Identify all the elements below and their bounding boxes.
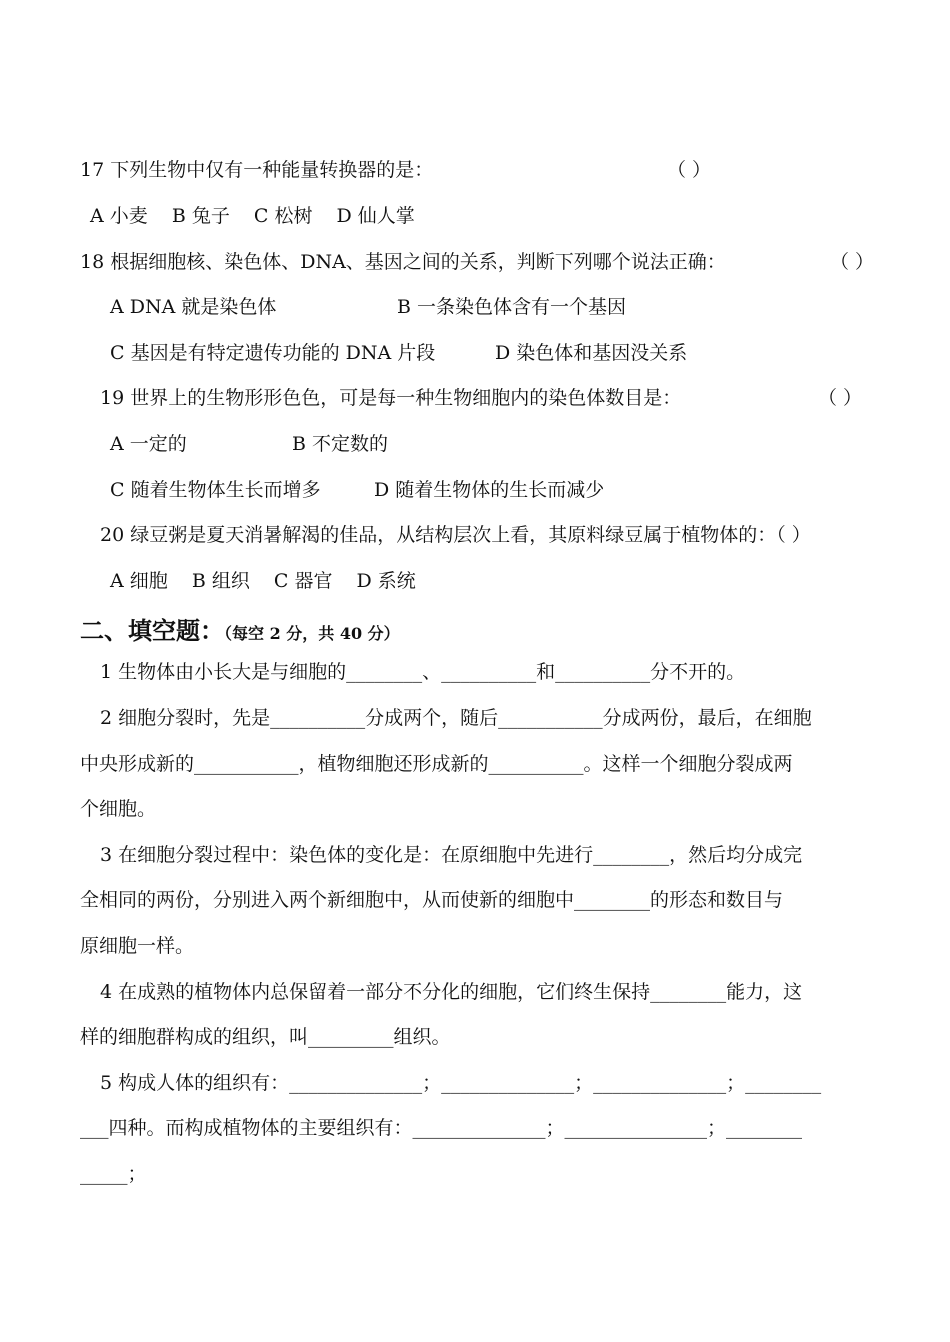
q18-option-d: D 染色体和基因没关系 [495, 342, 688, 364]
q19-stem: 19 世界上的生物形形色色，可是每一种生物细胞内的染色体数目是： [100, 387, 682, 409]
q17-option-a: A 小麦 [90, 205, 148, 227]
q17-option-c: C 松树 [253, 205, 313, 227]
q20-options [110, 569, 416, 593]
fill-q2-line2: 中央形成新的___________，植物细胞还形成新的__________。这样一个细胞分裂成两 [80, 753, 793, 775]
q20-stem: 20 绿豆粥是夏天消暑解渴的佳品，从结构层次上看，其原料绿豆属于植物体的：（ ） [100, 524, 811, 546]
fill-q1: 1 生物体由小长大是与细胞的________、__________和__________分不开的。 [100, 661, 746, 683]
q20-option-a: A 细胞 [110, 570, 168, 592]
fill-q4-line1: 4 在成熟的植物体内总保留着一部分不分化的细胞，它们终生保持________能力，这 [100, 981, 803, 1003]
q20-option-b: B 组织 [191, 570, 250, 592]
section-title: 二、填空题： [80, 617, 224, 645]
fill-q4-line2: 样的细胞群构成的组织，叫_________组织。 [80, 1026, 451, 1048]
fill-q3-line3: 原细胞一样。 [80, 935, 195, 957]
q17-option-d: D 仙人掌 [336, 205, 415, 227]
q18-option-c: C 基因是有特定遗传功能的 DNA 片段 [110, 342, 436, 364]
q19-option-a: A 一定的 [110, 433, 187, 455]
fill-q3-line2: 全相同的两份，分别进入两个新细胞中，从而使新的细胞中________的形态和数目与 [80, 889, 784, 911]
q19-option-d: D 随着生物体的生长而减少 [374, 479, 605, 501]
q18-stem: 18 根据细胞核、染色体、DNA、基因之间的关系，判断下列哪个说法正确： [80, 251, 726, 273]
q19-answer-bracket: （ ） [818, 387, 863, 409]
q18-option-b: B 一条染色体含有一个基因 [397, 296, 627, 318]
q17-stem: 17 下列生物中仅有一种能量转换器的是： [80, 159, 434, 181]
fill-q2-line1: 2 细胞分裂时，先是__________分成两个，随后___________分成两份，最后，在细胞 [100, 707, 812, 729]
fill-q5-line1: 5 构成人体的组织有：______________；______________；______________；________ [100, 1072, 822, 1094]
q20-option-c: C 器官 [273, 570, 333, 592]
section-heading [80, 611, 400, 646]
q17-option-b: B 兔子 [171, 205, 230, 227]
q19-option-c: C 随着生物体生长而增多 [110, 479, 321, 501]
fill-q5-line3: _____； [80, 1163, 147, 1185]
q18-answer-bracket: （ ） [830, 251, 875, 273]
fill-q3-line1: 3 在细胞分裂过程中：染色体的变化是：在原细胞中先进行________，然后均分成完 [100, 844, 803, 866]
q17-options [90, 204, 415, 228]
q20-option-d: D 系统 [356, 570, 416, 592]
q19-option-b: B 不定数的 [292, 433, 389, 455]
section-score-note: （每空 2 分，共 40 分） [224, 624, 400, 643]
fill-q2-line3: 个细胞。 [80, 798, 157, 820]
q18-option-a: A DNA 就是染色体 [110, 296, 277, 318]
fill-q5-line2: ___四种。而构成植物体的主要组织有：______________；_______________；________ [80, 1117, 803, 1139]
q17-answer-bracket: （ ） [667, 159, 712, 181]
